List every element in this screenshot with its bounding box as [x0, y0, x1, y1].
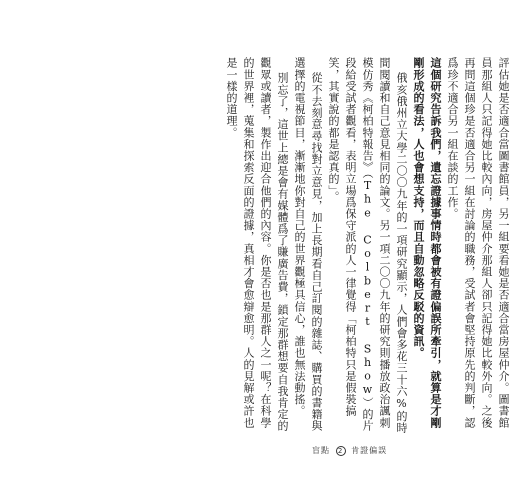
- page-footer: [312, 445, 387, 456]
- chapter-number-badge: 2: [336, 446, 346, 456]
- paragraph-2-emphasis: 這個研究告訴我們，遺忘證據事情時都會被有證偏誤所牽引，就算是才剛剛形成的看法，人也會想支持，而且自動忽略反駁的資訊。: [412, 57, 442, 429]
- paragraph-5: 別忘了，這世上總是會有媒體爲了賺廣告費，鎖定那群想要自我肯定的觀眾或讀者，製作出迎合他們的內容。你是否也是那群人之一呢？在科學的世界裡，蒐集和探索反面的證據，真相才會愈辯愈明。人的見解或許也是一樣的道理。: [225, 57, 289, 432]
- section-title: 肯證偏誤: [351, 446, 388, 455]
- body-text: [200, 57, 512, 437]
- paragraph-4: 從不去刻意尋找對立意見，加上長期看自己訂閱的雜誌、購買的書籍與選擇的電視節目，漸漸地你對自己的世界觀極具信心，誰也無法動搖。: [293, 57, 323, 432]
- paragraph-1: 評估她是否適合當圖書館員，另一組要看她是否適合當房屋仲介。圖書館員那組人只記得她比較內向，房屋仲介那組人卻只記得她比較外向。之後再問這個珍是否適合另一組在討論的職務，受試者會堅持原先的判斷，認爲珍不適合另一組在談的工作。: [446, 57, 510, 429]
- paragraph-3: 俄亥俄州立大學二〇〇九年的一項研究顯示，人們會多花三十六%的時間閱讀和自己意見相同的論文。另一項二〇〇九年的研究則播放政治諷刺模仿秀《柯柏特報告》（The Colbert Show）的片段給受試者觀看，表明立場爲保守派的人一律覺得「柯柏特只是假裝搞笑，其實說的都是認真的」。: [327, 57, 408, 434]
- chapter-label: 盲點: [312, 446, 330, 455]
